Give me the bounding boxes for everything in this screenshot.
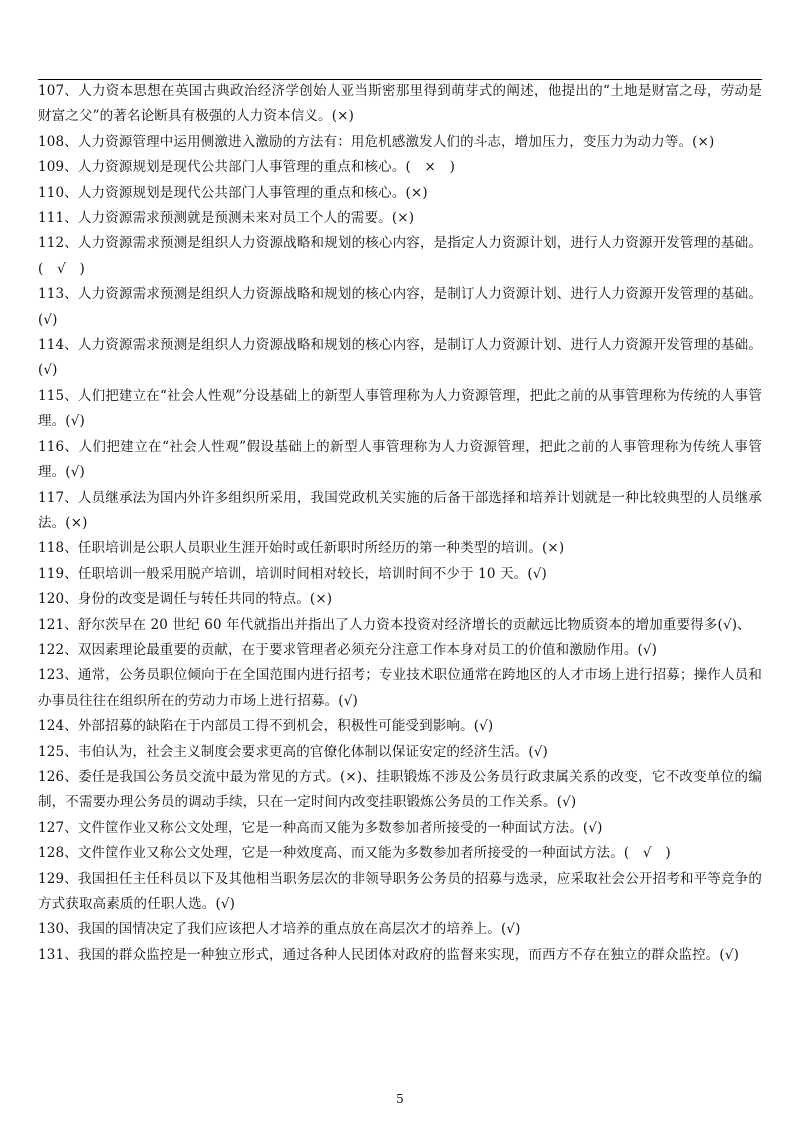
statement-114: 114、人力资源需求预测是组织人力资源战略和规划的核心内容，是制订人力资源计划、进行人力资源开发管理的基础。(√) bbox=[38, 337, 762, 379]
statement-131: 131、我国的群众监控是一种独立形式，通过各种人民团体对政府的监督来实现，而西方不存在独立的群众监控。(√) bbox=[38, 946, 740, 963]
statement-127: 127、文件筐作业又称公文处理，它是一种高而又能为多数参加者所接受的一种面试方法。(√) bbox=[38, 819, 603, 836]
statement-117: 117、人员继承法为国内外许多组织所采用，我国党政机关实施的后备干部选择和培养计划就是一种比较典型的人员继承法。(×) bbox=[38, 489, 762, 531]
statement-125: 125、韦伯认为，社会主义制度会要求更高的官僚化体制以保证安定的经济生活。(√) bbox=[38, 743, 548, 760]
statement-list bbox=[38, 79, 762, 968]
statement-130: 130、我国的国情决定了我们应该把人才培养的重点放在高层次才的培养上。(√) bbox=[38, 921, 521, 938]
statement-112: 112、人力资源需求预测是组织人力资源战略和规划的核心内容，是指定人力资源计划，进行人力资源开发管理的基础。( √ ) bbox=[38, 235, 762, 277]
statement-119: 119、任职培训一般采用脱产培训，培训时间相对较长，培训时间不少于 10 天。(√) bbox=[38, 565, 547, 582]
statement-126: 126、委任是我国公务员交流中最为常见的方式。(×)、挂职锻炼不涉及公务员行政隶属关系的改变，它不改变单位的编制，不需要办理公务员的调动手续，只在一定时间内改变挂职锻炼公务员的工作关系。(√) bbox=[38, 768, 762, 811]
statement-118: 118、任职培训是公职人员职业生涯开始时或任新职时所经历的第一种类型的培训。(×) bbox=[38, 540, 565, 557]
statement-113: 113、人力资源需求预测是组织人力资源战略和规划的核心内容，是制订人力资源计划、进行人力资源开发管理的基础。(√) bbox=[38, 286, 762, 328]
statement-116: 116、人们把建立在“社会人性观”假设基础上的新型人事管理称为人力资源管理，把此之前的人事管理称为传统人事管理。(√) bbox=[38, 438, 762, 481]
statement-128: 128、文件筐作业又称公文处理，它是一种效度高、而又能为多数参加者所接受的一种面试方法。( √ ) bbox=[38, 845, 671, 862]
statement-129: 129、我国担任主任科员以下及其他相当职务层次的非领导职务公务员的招募与选录，应采取社会公开招考和平等竞争的方式获取高素质的任职人选。(√) bbox=[38, 870, 762, 912]
statement-107: 107、人力资本思想在英国古典政治经济学创始人亚当斯密那里得到萌芽式的阐述，他提出的“土地是财富之母，劳动是财富之父”的著名论断具有极强的人力资本信义。(×) bbox=[38, 83, 762, 125]
statement-120: 120、身份的改变是调任与转任共同的特点。(×) bbox=[38, 591, 333, 608]
statement-108: 108、人力资源管理中运用侧激进入激励的方法有：用危机感激发人们的斗志，增加压力，变压力为动力等。(×) bbox=[38, 133, 715, 150]
statement-123: 123、通常，公务员职位倾向于在全国范围内进行招考；专业技术职位通常在跨地区的人才市场上进行招募；操作人员和办事员往往在组织所在的劳动力市场上进行招募。(√) bbox=[38, 667, 762, 709]
statement-122: 122、双因素理论最重要的贡献，在于要求管理者必须充分注意工作本身对员工的价值和激励作用。(√) bbox=[38, 641, 658, 658]
page-number: 5 bbox=[396, 1092, 404, 1106]
statement-115: 115、人们把建立在“社会人性观”分设基础上的新型人事管理称为人力资源管理，把此之前的从事管理称为传统的人事管理。(√) bbox=[38, 387, 762, 430]
statement-110: 110、人力资源规划是现代公共部门人事管理的重点和核心。(×) bbox=[38, 184, 428, 201]
statement-109: 109、人力资源规划是现代公共部门人事管理的重点和核心。( × ) bbox=[38, 159, 456, 176]
statement-111: 111、人力资源需求预测就是预测未来对员工个人的需要。(×) bbox=[38, 210, 415, 227]
statement-121: 121、舒尔茨早在 20 世纪 60 年代就指出并指出了人力资本投资对经济增长的贡献远比物质资本的增加重要得多(√)、 bbox=[38, 616, 751, 633]
statement-124: 124、外部招募的缺陷在于内部员工得不到机会，积极性可能受到影响。(√) bbox=[38, 718, 494, 735]
